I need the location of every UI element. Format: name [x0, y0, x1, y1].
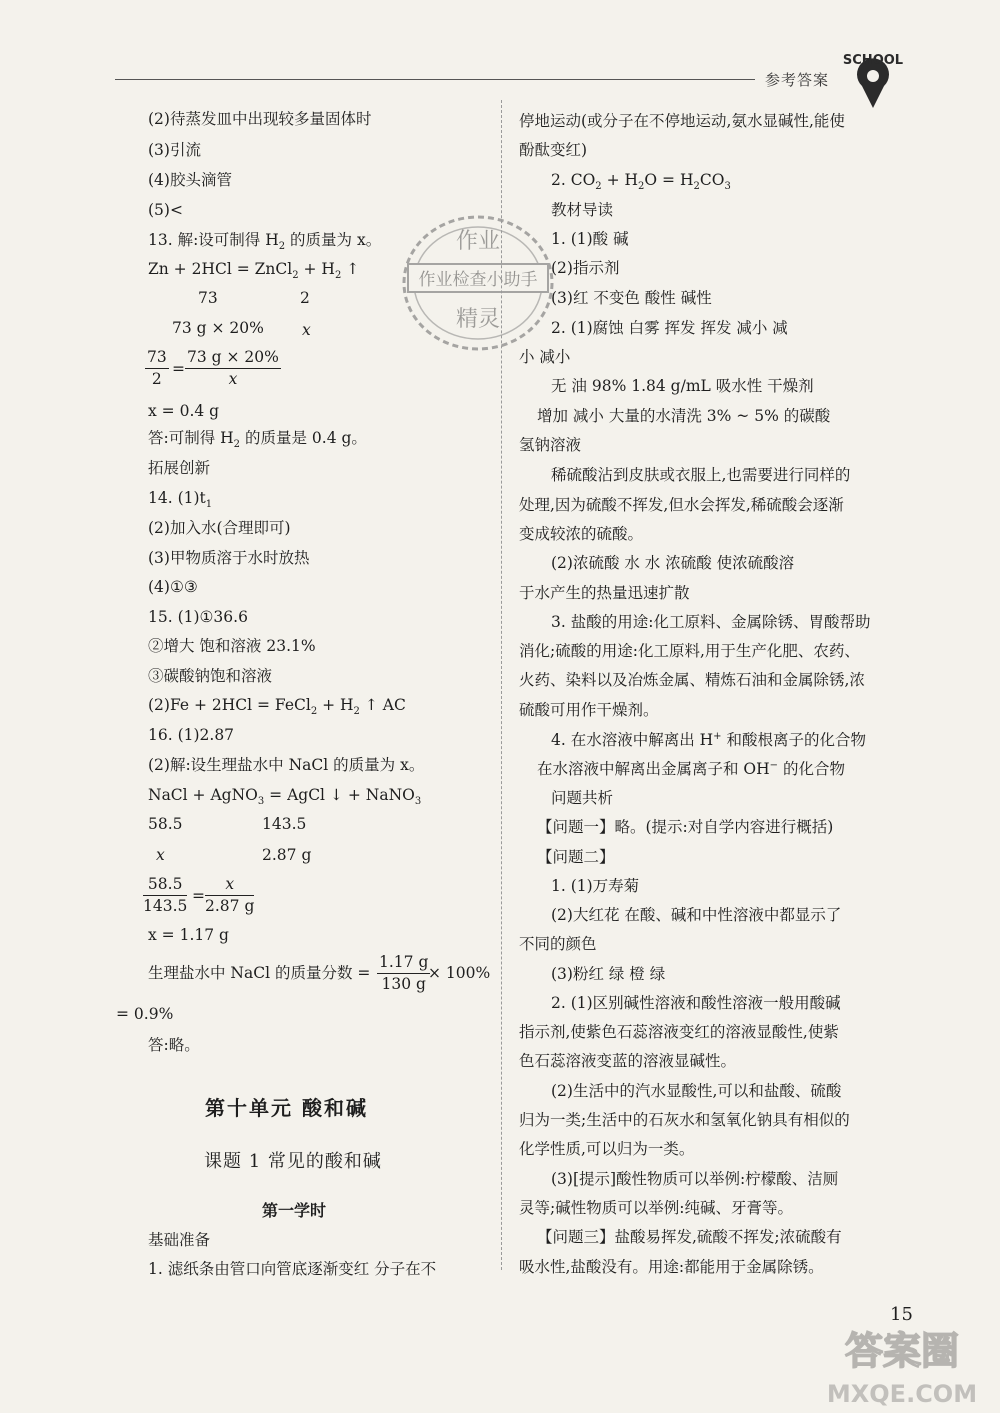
question-13: 13. 解:设可制得 $H_2$ 的质量为 x。 — [148, 231, 382, 252]
ratio-value: 73 g × 20% — [172, 319, 264, 337]
answer-line: 1. (1)酸 碱 — [551, 230, 629, 248]
result: = 0.9% — [116, 1005, 174, 1023]
question-15: 15. (1)①36.6 — [148, 608, 248, 626]
answer-line: (2)大红花 在酸、碱和中性溶液中都显示了 — [551, 906, 842, 924]
answer-line: 2. (1)腐蚀 白雾 挥发 挥发 减小 减 — [551, 319, 788, 337]
answer-line: (2)解:设生理盐水中 NaCl 的质量为 x。 — [148, 756, 425, 774]
answer-line: 4. 在水溶液中解离出 H+ 和酸根离子的化合物 — [551, 731, 866, 749]
answer-line: (5)< — [148, 201, 183, 219]
result: x = 1.17 g — [148, 926, 229, 944]
column-divider — [501, 100, 502, 1270]
svg-text:SCHOOL: SCHOOL — [842, 53, 904, 68]
answer-line: 3. 盐酸的用途:化工原料、金属除锈、胃酸帮助 — [551, 613, 871, 631]
answer-line: 硫酸可用作干燥剂。 — [519, 701, 659, 719]
answer-line: 稀硫酸沾到皮肤或衣服上,也需要进行同样的 — [551, 466, 851, 484]
fraction-mass: $\frac{1.17 g}{130 g}$ — [379, 953, 429, 993]
answer-line: (3)红 不变色 酸性 碱性 — [551, 289, 712, 307]
answer-line: (2)加入水(合理即可) — [148, 519, 291, 537]
answer-page: 参考答案 SCHOOL 作业 作业检查小助手 精灵 (2)待蒸发皿中出现较多量固体时 (3)引流 (4)胶头滴管 (5)< 13. 解:设可制得 $H_2$ 的质量为 x。 Zn + 2HCl = ZnCl$_2$ + $H_2$ ↑ 73 2 73 g × 20% x $\frac{73}{2}$ = $\frac{73 g \times 20\%}{x}$ x = 0.4 g 答:可制得 $H_2$ 的质量是 0.4 g。 拓展创新 14. $(1)t_1$ (2)加入水(合理即可) (3)甲物质溶于水时放热 (4)①③ 15. (1)①36.6 ②增大 饱和溶液 23.1% ③碳酸钠饱和溶液 (2)Fe + 2HCl = FeCl$_2$ + $H_2$ ↑ AC 16. (1)2.87 (2)解:设生理盐水中 NaCl 的质量为 x。 NaCl + AgNO$_3$ = AgCl ↓ + NaNO$_3$ 58.5 143.5 x 2.87 g $\frac{58.5}{143.5}$ = $\frac{x}{2.87 g}$ x = 1.17 g 生理盐水中 NaCl 的质量分数 = $\frac{1.17 g}{130 g}$ × 100% = 0.9% 答:略。 第十单元 酸和碱 课题 1 常见的酸和碱 第一学时 基础准备 1. 滤纸条由管口向管底逐渐变红 分子在不 停地运动(或分子在不停地运动,氨水显碱性,能使 酚酞变红) 2. $CO_2 + H_2O = H_2CO_3$ 教材导读 1. (1)酸 碱 (2)指示剂 (3)红 不变色 酸性 碱性 2. (1)腐蚀 白雾 挥发 挥发 减小 减 小 减小 无 油 98% 1.84 g/mL 吸水性 干燥剂 增加 减小 大量的水清洗 3% ~ 5% 的碳酸 氢钠溶液 稀硫酸沾到皮肤或衣服上,也需要进行同样的 处理,因为硫酸不挥发,但水会挥发,稀硫酸会逐渐 变成较浓的硫酸。 (2)浓硫酸 水 水 浓硫酸 使浓硫酸溶 于水产生的热量迅速扩散 3. 盐酸的用途:化工原料、金属除锈、胃酸帮助 消化;硫酸的用途:化工原料,用于生产化肥、农药、 火药、染料以及冶炼金属、精炼石油和金属除锈,浓 硫酸可用作干燥剂。 4. 在水溶液中解离出 H+ 和酸根离子的化合物 在水溶液中解离出金属离子和 OH− 的化合物 问题共析 【问题一】略。(提示:对自学内容进行概括) 【问题二】 1. (1)万寿菊 (2)大红花 在酸、碱和中性溶液中都显示了 不同的颜色 (3)粉红 绿 橙 绿 2. (1)区别碱性溶液和酸性溶液一般用酸碱 指示剂,使紫色石蕊溶液变红的溶液显酸性,使紫 色石蕊溶液变蓝的溶液显碱性。 (2)生活中的汽水显酸性,可以和盐酸、硫酸 归为一类;生活中的石灰水和氢氧化钠具有相似的 化学性质,可以归为一类。 (3)[提示]酸性物质可以举例:柠檬酸、洁厕 灵等;碱性物质可以举例:纯碱、牙膏等。 【问题三】盐酸易挥发,硫酸不挥发;浓硫酸有 吸水性,盐酸没有。用途:都能用于金属除锈。 15 答案圈 MXQE.COM — [0, 0, 1000, 1413]
result: x = 0.4 g — [148, 402, 220, 420]
svg-text:MXQE.COM: MXQE.COM — [826, 1380, 978, 1408]
answer-line: ③碳酸钠饱和溶液 — [148, 667, 273, 685]
answer-line: 【问题二】 — [537, 848, 615, 866]
answer-line: (2)指示剂 — [551, 259, 620, 277]
equation-co2: 2. $CO_2 + H_2O = H_2CO_3$ — [551, 171, 731, 192]
ratio-value: 2 — [300, 289, 310, 307]
answer-line: 灵等;碱性物质可以举例:纯碱、牙膏等。 — [519, 1199, 793, 1217]
homework-stamp — [398, 208, 558, 358]
answer-line: 1. (1)万寿菊 — [551, 877, 640, 895]
answer-line: (3)粉红 绿 橙 绿 — [551, 965, 666, 983]
page-number: 15 — [890, 1304, 913, 1325]
answer-line: 停地运动(或分子在不停地运动,氨水显碱性,能使 — [519, 112, 845, 130]
answer-line: 答:略。 — [148, 1036, 200, 1054]
svg-text:精灵: 精灵 — [455, 307, 501, 332]
answer-line: 在水溶液中解离出金属离子和 OH− 的化合物 — [537, 760, 845, 778]
answer-line: 消化;硫酸的用途:化工原料,用于生产化肥、农药、 — [519, 642, 860, 660]
ratio-value: 2.87 g — [262, 846, 312, 864]
fraction-left: $\frac{73}{2}$ — [147, 348, 167, 388]
answer-line: 酚酞变红) — [519, 141, 588, 159]
answer-13: 答:可制得 $H_2$ 的质量是 0.4 g。 — [148, 429, 367, 450]
answer-line: (2)生活中的汽水显酸性,可以和盐酸、硫酸 — [551, 1082, 842, 1100]
answer-line: (3)甲物质溶于水时放热 — [148, 549, 310, 567]
answer-line: 处理,因为硫酸不挥发,但水会挥发,稀硫酸会逐渐 — [519, 496, 844, 514]
ratio-value: x — [156, 846, 165, 864]
svg-text:作业: 作业 — [455, 229, 501, 254]
question-14: 14. $(1)t_1$ — [148, 489, 213, 510]
site-watermark — [810, 1320, 995, 1410]
header-rule — [115, 79, 755, 80]
svg-text:作业检查小助手: 作业检查小助手 — [418, 270, 538, 290]
ratio-value: x — [302, 321, 311, 339]
equation-zn: Zn + 2HCl = ZnCl$_2$ + $H_2$ ↑ — [148, 260, 360, 281]
answer-line: ②增大 饱和溶液 23.1% — [148, 637, 316, 655]
answer-line: 色石蕊溶液变蓝的溶液显碱性。 — [519, 1052, 737, 1070]
section-heading: 拓展创新 — [148, 459, 211, 477]
lesson-title: 课题 1 常见的酸和碱 — [204, 1151, 382, 1172]
answer-line: 增加 减小 大量的水清洗 3% ~ 5% 的碳酸 — [537, 407, 831, 425]
answer-line: 吸水性,盐酸没有。用途:都能用于金属除锈。 — [519, 1258, 824, 1276]
question-16: 16. (1)2.87 — [148, 726, 235, 744]
answer-line: (4)胶头滴管 — [148, 171, 232, 189]
answer-line: 小 减小 — [519, 348, 571, 366]
answer-line: (2)浓硫酸 水 水 浓硫酸 使浓硫酸溶 — [551, 554, 795, 572]
equation-fe: (2)Fe + 2HCl = FeCl$_2$ + $H_2$ ↑ AC — [148, 696, 406, 717]
ratio-value: 58.5 — [148, 815, 183, 833]
fraction-right: $\frac{x}{2.87 g}$ — [205, 875, 255, 915]
answer-line: (3)引流 — [148, 141, 201, 159]
equation-nacl: NaCl + AgNO$_3$ = AgCl ↓ + NaNO$_3$ — [148, 786, 422, 807]
answer-line: (3)[提示]酸性物质可以举例:柠檬酸、洁厕 — [551, 1170, 839, 1188]
fraction-left: $\frac{58.5}{143.5}$ — [143, 875, 188, 915]
header-label: 参考答案 — [765, 71, 830, 89]
answer-line: 于水产生的热量迅速扩散 — [519, 584, 690, 602]
svg-text:答案圈: 答案圈 — [844, 1329, 960, 1373]
answer-line: 【问题一】略。(提示:对自学内容进行概括) — [537, 818, 834, 836]
answer-line: (4)①③ — [148, 578, 198, 596]
ratio-value: 73 — [198, 289, 218, 307]
period-title: 第一学时 — [262, 1201, 327, 1220]
answer-line: 变成较浓的硫酸。 — [519, 525, 644, 543]
unit-title: 第十单元 酸和碱 — [205, 1096, 368, 1120]
answer-line: 不同的颜色 — [519, 935, 597, 953]
section-heading: 教材导读 — [551, 201, 614, 219]
ratio-value: 143.5 — [262, 815, 307, 833]
school-logo-icon — [840, 50, 906, 110]
answer-line: 指示剂,使紫色石蕊溶液变红的溶液显酸性,使紫 — [519, 1023, 839, 1041]
answer-line: 【问题三】盐酸易挥发,硫酸不挥发;浓硫酸有 — [537, 1228, 842, 1246]
answer-line: 无 油 98% 1.84 g/mL 吸水性 干燥剂 — [551, 377, 814, 395]
fraction-right: $\frac{73 g \times 20\%}{x}$ — [187, 348, 279, 388]
section-heading: 基础准备 — [148, 1231, 211, 1249]
answer-line: (2)待蒸发皿中出现较多量固体时 — [148, 110, 372, 128]
section-heading: 问题共析 — [551, 789, 614, 807]
answer-line: 归为一类;生活中的石灰水和氢氧化钠具有相似的 — [519, 1111, 850, 1129]
mass-fraction: 生理盐水中 NaCl 的质量分数 = — [148, 964, 371, 982]
mass-fraction: × 100% — [428, 964, 491, 982]
answer-line: 化学性质,可以归为一类。 — [519, 1140, 695, 1158]
answer-line: 1. 滤纸条由管口向管底逐渐变红 分子在不 — [148, 1260, 437, 1278]
answer-line: 2. (1)区别碱性溶液和酸性溶液一般用酸碱 — [551, 994, 841, 1012]
answer-line: 火药、染料以及冶炼金属、精炼石油和金属除锈,浓 — [519, 671, 865, 689]
answer-line: 氢钠溶液 — [519, 436, 582, 454]
